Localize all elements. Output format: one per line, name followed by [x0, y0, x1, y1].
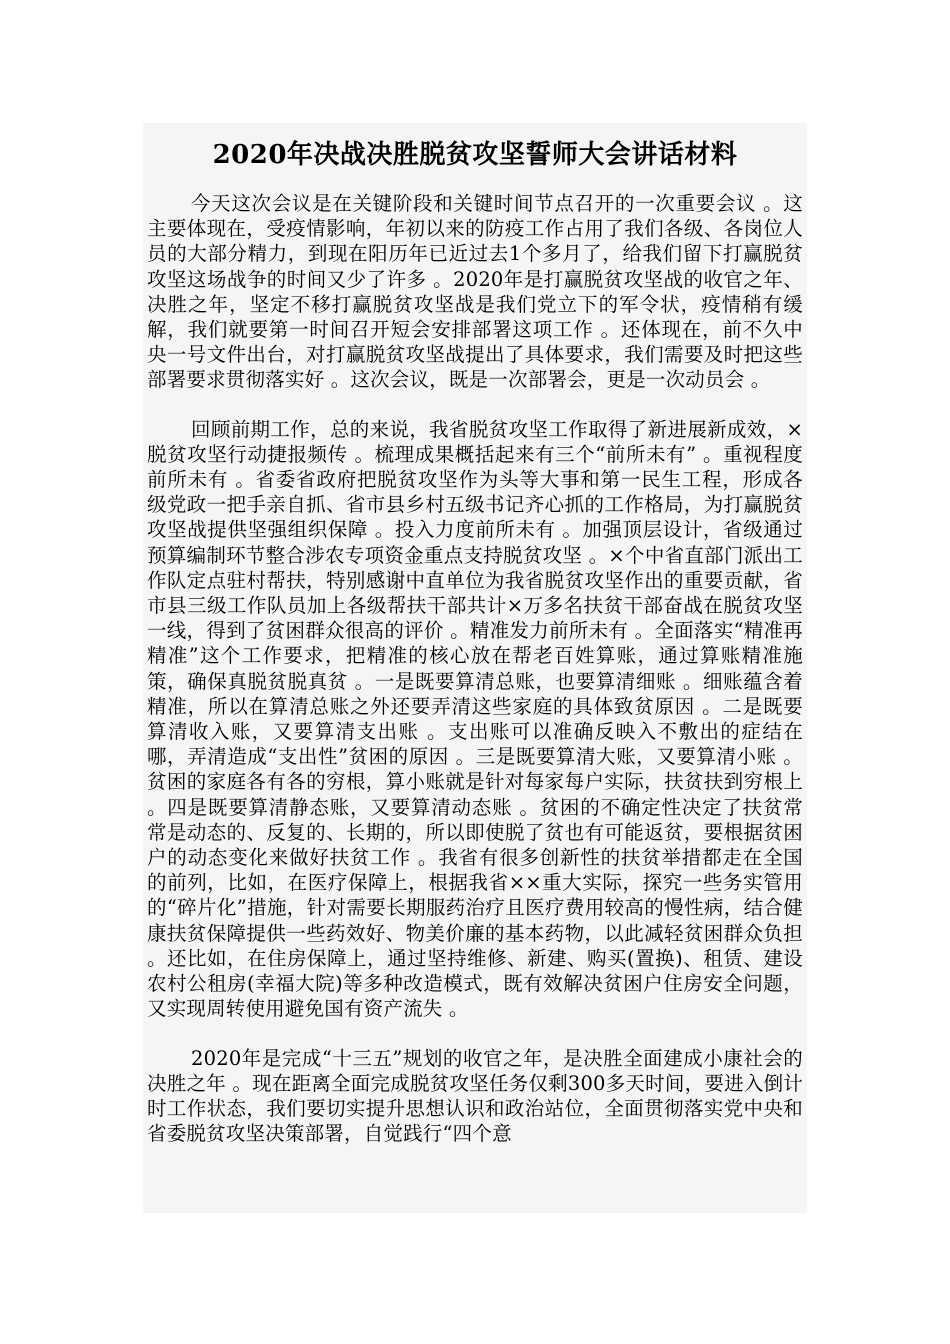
document-page — [143, 123, 807, 1213]
document-title: 2020年决战决胜脱贫攻坚誓师大会讲话材料 — [212, 140, 738, 170]
paragraph-review: 回顾前期工作，总的来说，我省脱贫攻坚工作取得了新进展新成效，×脱贫攻坚行动捷报频传 。梳理成果概括起来有三个“前所未有” 。重视程度前所未有 。省委省政府把脱贫攻坚作为头等大事和第一民生工程，形成各级党政一把手亲自抓、省市县乡村五级书记齐心抓的工作格局，为打赢脱贫攻坚战提供坚强组织保障 。投入力度前所未有 。加强顶层设计，省级通过预算编制环节整合涉农专项资金重点支持脱贫攻坚 。×个中省直部门派出工作队定点驻村帮扶，特别感谢中直单位为我省脱贫攻坚作出的重要贡献，省市县三级工作队员加上各级帮扶干部共计×万多名扶贫干部奋战在脱贫攻坚一线，得到了贫困群众很高的评价 。精准发力前所未有 。全面落实“精准再精准”这个工作要求，把精准的核心放在帮老百姓算账，通过算账精准施策，确保真脱贫脱真贫 。一是既要算清总账，也要算清细账 。细账蕴含着精准，所以在算清总账之外还要弄清这些家庭的具体致贫原因 。二是既要算清收入账，又要算清支出账 。支出账可以准确反映入不敷出的症结在哪，弄清造成“支出性”贫困的原因 。三是既要算清大账，又要算清小账 。贫困的家庭各有各的穷根，算小账就是针对每家每户实际，扶贫扶到穷根上 。四是既要算清静态账，又要算清动态账 。贫困的不确定性决定了扶贫常常是动态的、反复的、长期的，所以即使脱了贫也有可能返贫，要根据贫困户的动态变化来做好扶贫工作 。我省有很多创新性的扶贫举措都走在全国的前列，比如，在医疗保障上，根据我省××重大实际，探究一些务实管用的“碎片化”措施，针对需要长期服药治疗且医疗费用较高的慢性病，结合健康扶贫保障提供一些药效好、物美价廉的基本药物，以此减轻贫困群众负担 。还比如，在住房保障上，通过坚持维修、新建、购买(置换)、租赁、建设农村公租房(幸福大院)等多种改造模式，既有效解决贫困户住房安全问题，又实现周转使用避免国有资产流失 。 — [147, 417, 803, 1021]
paragraph-outlook: 2020年是完成“十三五”规划的收官之年，是决胜全面建成小康社会的决胜之年 。现在距离全面完成脱贫攻坚任务仅剩300多天时间，要进入倒计时工作状态，我们要切实提升思想认识和政治站位，全面贯彻落实党中央和省委脱贫攻坚决策部署，自觉践行“四个意 — [147, 1046, 803, 1146]
paragraph-opening: 今天这次会议是在关键阶段和关键时间节点召开的一次重要会议 。这主要体现在，受疫情影响，年初以来的防疫工作占用了我们各级、各岗位人员的大部分精力，到现在阳历年已近过去1个多月了，给我们留下打赢脱贫攻坚这场战争的时间又少了许多 。2020年是打赢脱贫攻坚战的收官之年、决胜之年，坚定不移打赢脱贫攻坚战是我们党立下的军令状，疫情稍有缓解，我们就要第一时间召开短会安排部署这项工作 。还体现在，前不久中央一号文件出台，对打赢脱贫攻坚战提出了具体要求，我们需要及时把这些部署要求贯彻落实好 。这次会议，既是一次部署会，更是一次动员会 。 — [147, 192, 803, 392]
document-body — [143, 191, 807, 1146]
